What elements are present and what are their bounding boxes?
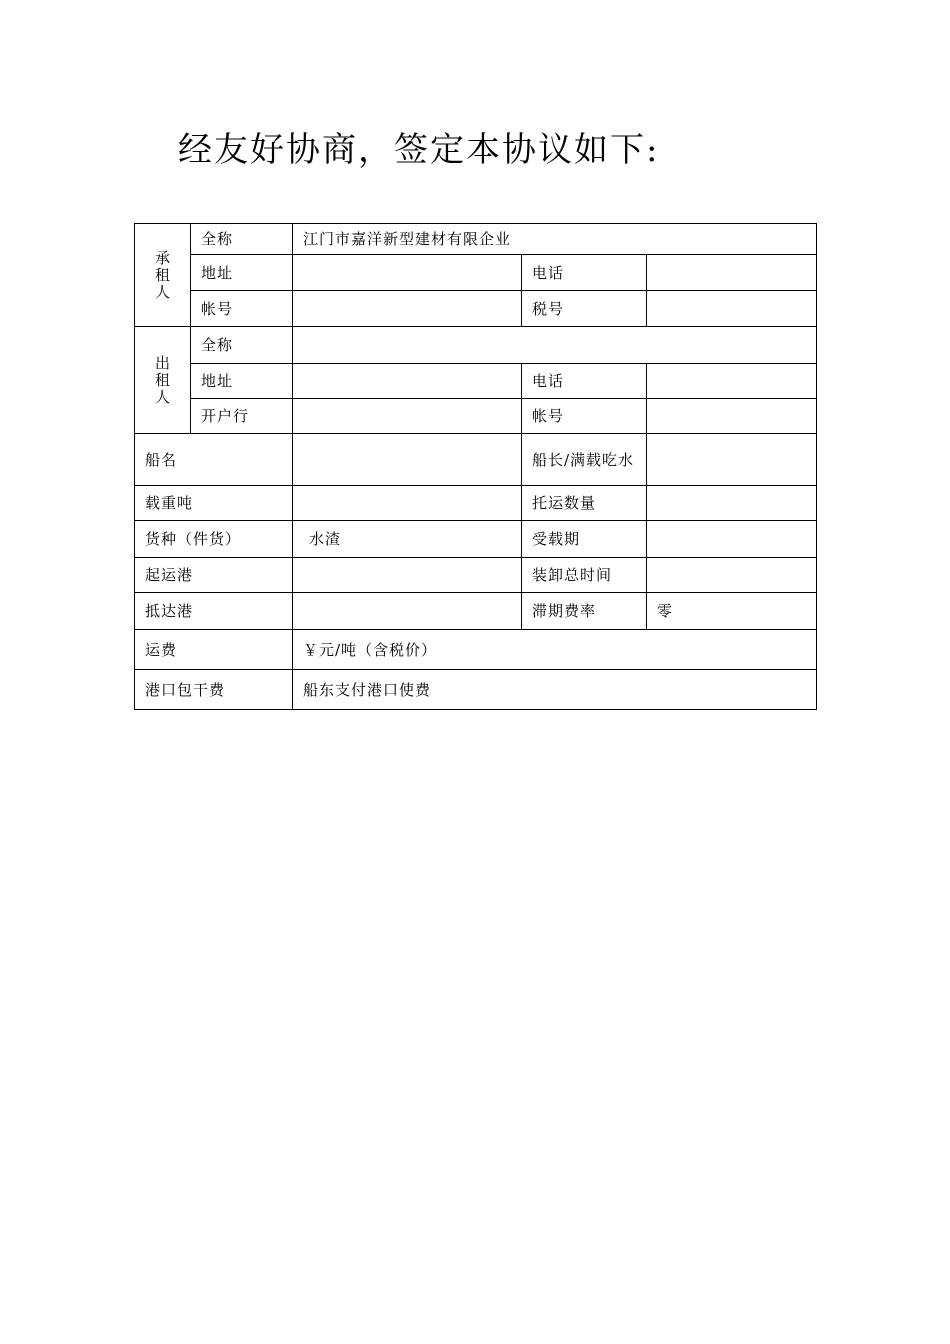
lessor-row-name	[135, 327, 817, 364]
cargo-row	[135, 521, 817, 558]
vessel-name-value	[293, 434, 522, 486]
cargo-type-value: 水渣	[293, 521, 522, 558]
vessel-row	[135, 434, 817, 486]
lessor-phone-label: 电话	[522, 364, 647, 399]
vessel-length-draft-value	[647, 434, 817, 486]
loading-port-row	[135, 558, 817, 593]
lessor-phone-value	[647, 364, 817, 399]
lessor-row-address	[135, 364, 817, 399]
lessee-account-value	[293, 291, 522, 327]
lessee-row-account	[135, 291, 817, 327]
deadweight-value	[293, 486, 522, 521]
discharge-port-row	[135, 593, 817, 630]
loading-port-value	[293, 558, 522, 593]
lessee-phone-value	[647, 255, 817, 291]
tonnage-row	[135, 486, 817, 521]
laycan-value	[647, 521, 817, 558]
lessee-row-address	[135, 255, 817, 291]
port-fees-value: 船东支付港口使费	[293, 670, 817, 710]
lessee-row-name	[135, 224, 817, 255]
shipment-quantity-label: 托运数量	[522, 486, 647, 521]
discharge-port-value	[293, 593, 522, 630]
shipment-quantity-value	[647, 486, 817, 521]
lessee-section-label: 承租人	[135, 224, 191, 327]
lessor-section-label: 出租人	[135, 327, 191, 434]
demurrage-rate-label: 滞期费率	[522, 593, 647, 630]
lessee-tax-label: 税号	[522, 291, 647, 327]
lessor-full-name-label: 全称	[191, 327, 293, 364]
loading-port-label: 起运港	[135, 558, 293, 593]
lessee-account-label: 帐号	[191, 291, 293, 327]
lessor-row-bank	[135, 399, 817, 434]
lessee-full-name-label: 全称	[191, 224, 293, 255]
lessor-address-label: 地址	[191, 364, 293, 399]
lessee-tax-value	[647, 291, 817, 327]
lessor-account-label: 帐号	[522, 399, 647, 434]
lessor-account-value	[647, 399, 817, 434]
lessee-address-label: 地址	[191, 255, 293, 291]
deadweight-label: 载重吨	[135, 486, 293, 521]
laycan-label: 受载期	[522, 521, 647, 558]
lessor-bank-label: 开户行	[191, 399, 293, 434]
freight-row	[135, 630, 817, 670]
lessee-phone-label: 电话	[522, 255, 647, 291]
page-heading: 经友好协商，签定本协议如下:	[178, 130, 660, 170]
laytime-value	[647, 558, 817, 593]
charter-table	[134, 223, 817, 710]
lessee-full-name-value: 江门市嘉洋新型建材有限企业	[293, 224, 817, 255]
vessel-length-draft-label: 船长/满载吃水	[522, 434, 647, 486]
lessor-full-name-value	[293, 327, 817, 364]
laytime-label: 装卸总时间	[522, 558, 647, 593]
demurrage-rate-value: 零	[647, 593, 817, 630]
port-fees-row	[135, 670, 817, 710]
cargo-type-label: 货种（件货）	[135, 521, 293, 558]
vessel-name-label: 船名	[135, 434, 293, 486]
lessor-address-value	[293, 364, 522, 399]
discharge-port-label: 抵达港	[135, 593, 293, 630]
freight-value: ￥元/吨（含税价）	[293, 630, 817, 670]
port-fees-label: 港口包干费	[135, 670, 293, 710]
lessor-bank-value	[293, 399, 522, 434]
freight-label: 运费	[135, 630, 293, 670]
lessee-address-value	[293, 255, 522, 291]
